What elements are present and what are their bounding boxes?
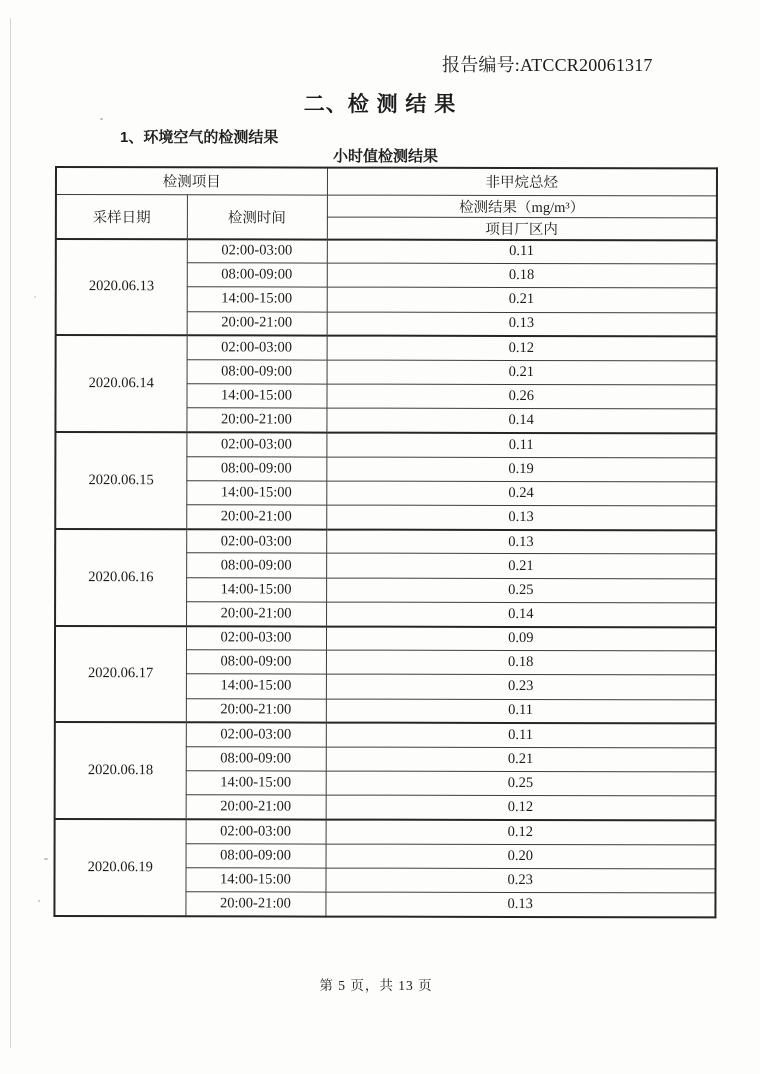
result-value-cell: 0.18 xyxy=(326,650,716,675)
result-value-cell: 0.21 xyxy=(327,360,717,385)
result-value-cell: 0.12 xyxy=(326,795,716,820)
results-table-body xyxy=(54,239,716,918)
scan-speck xyxy=(38,900,40,902)
header-project-cell: 检测项目 xyxy=(56,167,327,195)
result-value-cell: 0.11 xyxy=(326,723,716,748)
detect-time-cell: 20:00-21:00 xyxy=(186,795,326,819)
detect-time-cell: 08:00-09:00 xyxy=(186,553,326,577)
result-value-cell: 0.21 xyxy=(326,747,716,772)
result-value-cell: 0.19 xyxy=(326,457,716,482)
header-location-cell: 项目厂区内 xyxy=(327,217,717,240)
result-value-cell: 0.13 xyxy=(326,505,716,530)
results-table xyxy=(53,166,718,918)
detect-time-cell: 02:00-03:00 xyxy=(186,529,326,553)
result-value-cell: 0.11 xyxy=(327,239,717,264)
detect-time-cell: 20:00-21:00 xyxy=(186,698,326,722)
detect-time-cell: 02:00-03:00 xyxy=(186,723,326,747)
header-detect-time-cell: 检测时间 xyxy=(187,194,327,239)
detect-time-cell: 20:00-21:00 xyxy=(187,311,327,335)
table-row xyxy=(55,722,716,748)
detect-time-cell: 08:00-09:00 xyxy=(187,263,327,287)
detect-time-cell: 02:00-03:00 xyxy=(186,626,326,650)
result-value-cell: 0.14 xyxy=(326,408,716,433)
scan-speck xyxy=(34,296,36,298)
table-header-row xyxy=(56,167,717,195)
result-value-cell: 0.13 xyxy=(325,892,715,917)
result-value-cell: 0.14 xyxy=(326,602,716,627)
detect-time-cell: 02:00-03:00 xyxy=(186,432,326,456)
scan-speck xyxy=(44,858,48,860)
result-value-cell: 0.09 xyxy=(326,626,716,651)
detect-time-cell: 08:00-09:00 xyxy=(186,843,326,867)
detect-time-cell: 14:00-15:00 xyxy=(186,384,326,408)
result-value-cell: 0.13 xyxy=(327,312,717,337)
detect-time-cell: 02:00-03:00 xyxy=(186,819,326,843)
sample-date-cell: 2020.06.15 xyxy=(55,432,186,529)
result-value-cell: 0.12 xyxy=(327,336,717,361)
result-value-cell: 0.23 xyxy=(325,868,715,893)
detect-time-cell: 14:00-15:00 xyxy=(186,674,326,698)
header-analyte-cell: 非甲烷总烃 xyxy=(327,168,717,196)
detect-time-cell: 14:00-15:00 xyxy=(186,577,326,601)
result-value-cell: 0.21 xyxy=(327,287,717,312)
detect-time-cell: 14:00-15:00 xyxy=(185,868,325,892)
detect-time-cell: 08:00-09:00 xyxy=(187,360,327,384)
result-value-cell: 0.26 xyxy=(326,384,716,409)
result-value-cell: 0.23 xyxy=(326,674,716,699)
sample-date-cell: 2020.06.14 xyxy=(55,335,186,432)
table-caption: 小时值检测结果 xyxy=(332,148,438,165)
table-row xyxy=(55,819,716,845)
page-title: 二、检 测 结 果 xyxy=(303,93,457,116)
result-value-cell: 0.25 xyxy=(326,771,716,796)
table-row xyxy=(55,529,716,555)
detect-time-cell: 14:00-15:00 xyxy=(186,481,326,505)
table-row xyxy=(56,335,717,361)
sample-date-cell: 2020.06.19 xyxy=(54,819,185,916)
detect-time-cell: 20:00-21:00 xyxy=(185,892,325,916)
header-result-unit-cell: 检测结果（mg/m³） xyxy=(327,195,717,218)
section-subtitle: 1、环境空气的检测结果 xyxy=(120,129,279,146)
detect-time-cell: 14:00-15:00 xyxy=(186,771,326,795)
result-value-cell: 0.13 xyxy=(326,529,716,554)
results-table-container xyxy=(53,166,716,918)
page-number-footer: 第 5 页，共 13 页 xyxy=(319,978,433,993)
detect-time-cell: 20:00-21:00 xyxy=(186,408,326,432)
table-row xyxy=(56,239,717,265)
scan-edge-artifact xyxy=(10,18,11,1048)
detect-time-cell: 08:00-09:00 xyxy=(186,747,326,771)
sample-date-cell: 2020.06.16 xyxy=(55,529,186,626)
result-value-cell: 0.12 xyxy=(326,820,716,845)
result-value-cell: 0.25 xyxy=(326,578,716,603)
result-value-cell: 0.11 xyxy=(326,433,716,458)
table-row xyxy=(55,626,716,652)
table-header-row xyxy=(56,194,717,217)
detect-time-cell: 20:00-21:00 xyxy=(186,602,326,626)
report-number: 报告编号:ATCCR20061317 xyxy=(442,55,653,75)
detect-time-cell: 02:00-03:00 xyxy=(187,239,327,263)
detect-time-cell: 20:00-21:00 xyxy=(186,505,326,529)
header-sample-date-cell: 采样日期 xyxy=(56,194,187,239)
sample-date-cell: 2020.06.18 xyxy=(55,722,186,819)
detect-time-cell: 02:00-03:00 xyxy=(187,336,327,360)
result-value-cell: 0.21 xyxy=(326,554,716,579)
detect-time-cell: 14:00-15:00 xyxy=(187,287,327,311)
table-row xyxy=(55,432,716,458)
detect-time-cell: 08:00-09:00 xyxy=(186,650,326,674)
result-value-cell: 0.18 xyxy=(327,263,717,288)
detect-time-cell: 08:00-09:00 xyxy=(186,456,326,480)
sample-date-cell: 2020.06.13 xyxy=(56,239,187,336)
scan-speck xyxy=(100,118,103,120)
sample-date-cell: 2020.06.17 xyxy=(55,626,186,723)
result-value-cell: 0.24 xyxy=(326,481,716,506)
result-value-cell: 0.11 xyxy=(326,699,716,724)
result-value-cell: 0.20 xyxy=(326,844,716,869)
